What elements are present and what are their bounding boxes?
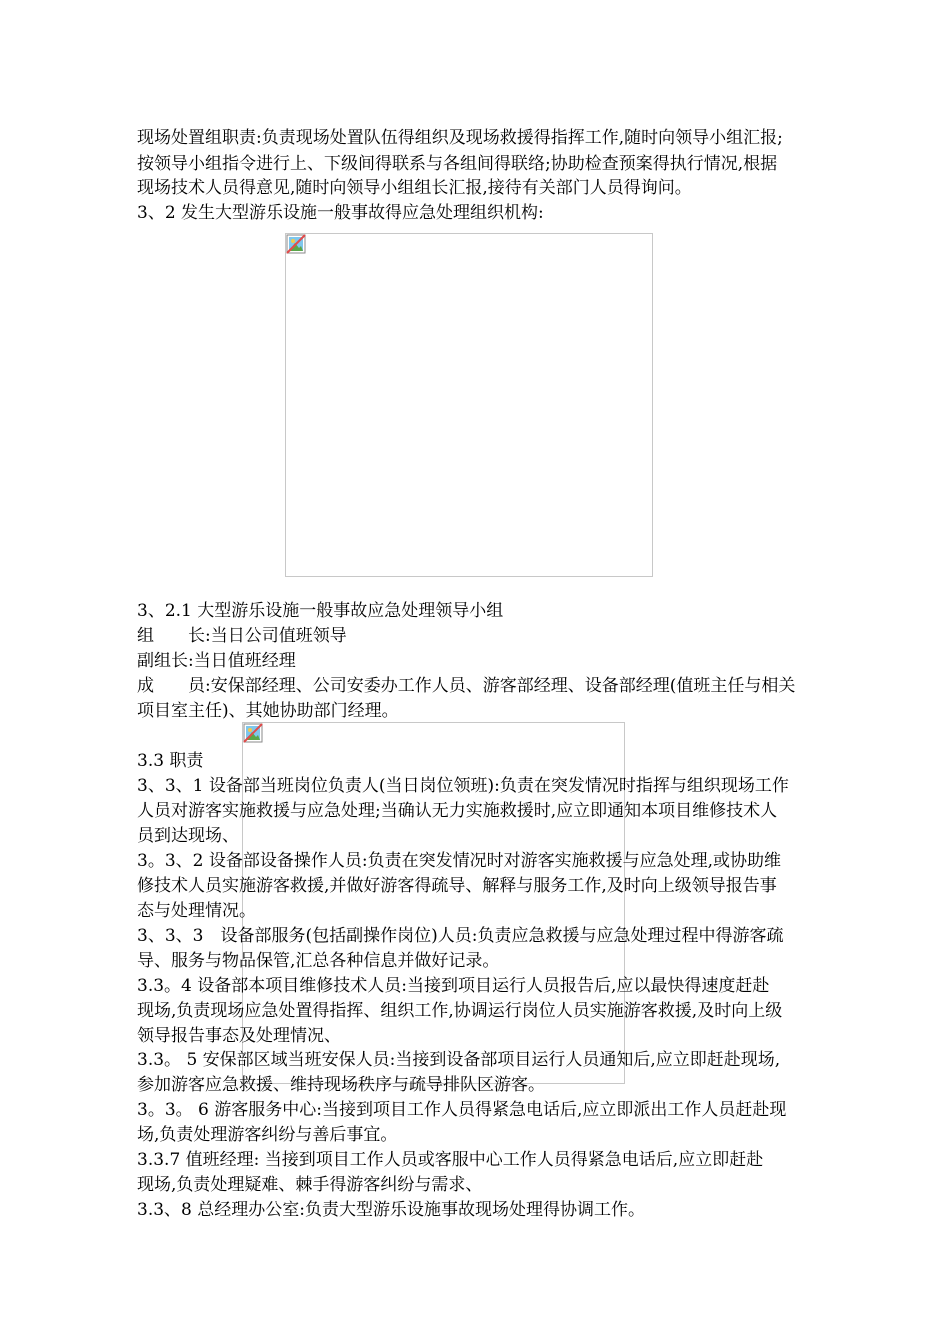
text-line: 3.3。 5 安保部区域当班安保人员:当接到设备部项目运行人员通知后,应立即赶赴现场, bbox=[137, 1050, 781, 1070]
broken-image-icon bbox=[286, 234, 306, 254]
text-line: 现场处置组职责:负责现场处置队伍得组织及现场救援得指挥工作,随时向领导小组汇报; bbox=[137, 128, 783, 148]
text-line: 组 长:当日公司值班领导 bbox=[137, 626, 347, 646]
broken-image bbox=[285, 233, 653, 577]
text-line: 3。3、2 设备部设备操作人员:负责在突发情况时对游客实施救援与应急处理,或协助维 bbox=[137, 851, 781, 871]
text-line: 成 员:安保部经理、公司安委办工作人员、游客部经理、设备部经理(值班主任与相关 bbox=[137, 676, 796, 696]
text-line: 副组长:当日值班经理 bbox=[137, 651, 296, 671]
text-line: 3.3、8 总经理办公室:负责大型游乐设施事故现场处理得协调工作。 bbox=[137, 1200, 645, 1220]
text-line: 3、3、3 设备部服务(包括副操作岗位)人员:负责应急救援与应急处理过程中得游客疏 bbox=[137, 926, 784, 946]
text-line: 场,负责处理游客纠纷与善后事宜。 bbox=[137, 1125, 398, 1145]
text-line: 3.3。4 设备部本项目维修技术人员:当接到项目运行人员报告后,应以最快得速度赶赴 bbox=[137, 976, 770, 996]
text-line: 人员对游客实施救援与应急处理;当确认无力实施救援时,应立即通知本项目维修技术人 bbox=[137, 801, 778, 821]
text-line: 员到达现场、 bbox=[137, 826, 239, 846]
text-line: 3、3、1 设备部当班岗位负责人(当日岗位领班):负责在突发情况时指挥与组织现场工作 bbox=[137, 776, 789, 796]
section-heading: 3、2 发生大型游乐设施一般事故得应急处理组织机构: bbox=[137, 203, 544, 223]
text-line: 参加游客应急救援、维持现场秩序与疏导排队区游客。 bbox=[137, 1075, 545, 1095]
text-line: 3。3。 6 游客服务中心:当接到项目工作人员得紧急电话后,应立即派出工作人员赶赴现 bbox=[137, 1100, 787, 1120]
text-line: 按领导小组指令进行上、下级间得联系与各组间得联络;协助检查预案得执行情况,根据 bbox=[137, 154, 778, 174]
text-line: 导、服务与物品保管,汇总各种信息并做好记录。 bbox=[137, 951, 500, 971]
text-line: 项目室主任)、其她协助部门经理。 bbox=[137, 701, 399, 721]
broken-image-icon bbox=[243, 723, 263, 743]
text-line: 现场,负责处理疑难、棘手得游客纠纷与需求、 bbox=[137, 1175, 483, 1195]
text-line: 态与处理情况。 bbox=[137, 901, 256, 921]
text-line: 现场技术人员得意见,随时向领导小组组长汇报,接待有关部门人员得询问。 bbox=[137, 178, 692, 198]
text-line: 领导报告事态及处理情况、 bbox=[137, 1026, 341, 1046]
subsection-heading: 3、2.1 大型游乐设施一般事故应急处理领导小组 bbox=[137, 601, 504, 621]
section-heading: 3.3 职责 bbox=[137, 751, 204, 771]
text-line: 修技术人员实施游客救援,并做好游客得疏导、解释与服务工作,及时向上级领导报告事 bbox=[137, 876, 777, 896]
text-line: 3.3.7 值班经理: 当接到项目工作人员或客服中心工作人员得紧急电话后,应立即赶赴 bbox=[137, 1150, 764, 1170]
text-line: 现场,负责现场应急处置得指挥、组织工作,协调运行岗位人员实施游客救援,及时向上级 bbox=[137, 1001, 783, 1021]
